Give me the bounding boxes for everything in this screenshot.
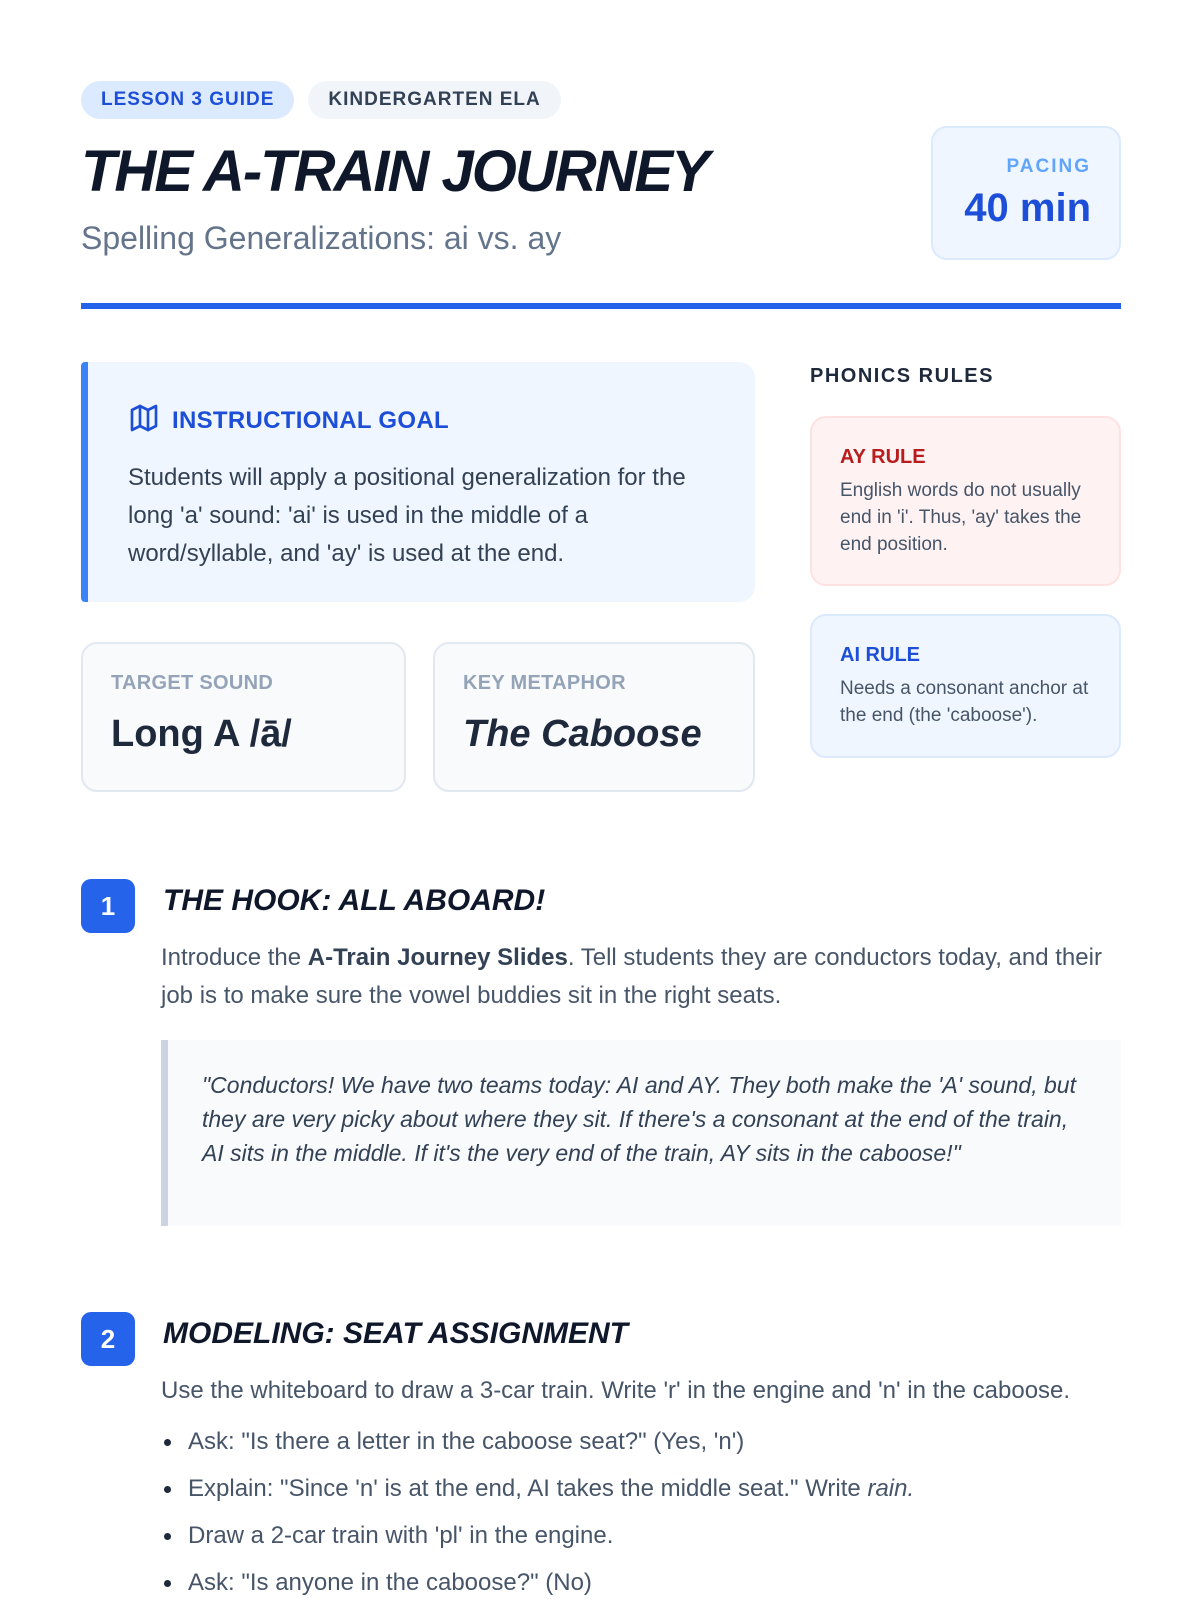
list-item: Ask: "Is there a letter in the caboose seat?" (Yes, 'n') xyxy=(188,1427,1118,1474)
list-item-text: Explain: "Since 'n' is at the end, AI takes the middle seat." Write xyxy=(188,1475,868,1502)
target-sound-value: Long A /ā/ xyxy=(111,713,292,755)
step-2-title: MODELING: SEAT ASSIGNMENT xyxy=(163,1317,628,1350)
example-word: rain. xyxy=(867,1475,915,1502)
target-sound-label: TARGET SOUND xyxy=(111,672,274,694)
pacing-box xyxy=(931,126,1121,260)
step-1-title: THE HOOK: ALL ABOARD! xyxy=(163,884,546,917)
list-item: Draw a 2-car train with 'pl' in the engine. xyxy=(188,1521,1118,1568)
goal-title: INSTRUCTIONAL GOAL xyxy=(172,406,449,434)
step-1-text-end: . Tell students they are conductors today, and their job is to make sure the vowel buddies sit in the right seats. xyxy=(161,944,1102,1009)
list-item xyxy=(188,1474,1118,1521)
slides-reference: A-Train Journey Slides xyxy=(307,944,568,971)
header-divider xyxy=(81,303,1121,309)
tag-row xyxy=(81,81,561,119)
goal-text: Students will apply a positional generalization for the long 'a' sound: 'ai' is used in the middle of a word/syllable, and 'ay' is used at the end. xyxy=(128,464,686,567)
modeling-steps-list xyxy=(188,1427,1118,1615)
page-subtitle: Spelling Generalizations: ai vs. ay xyxy=(81,220,562,256)
list-item: Ask: "Is anyone in the caboose?" (No) xyxy=(188,1568,1118,1615)
instructional-goal-panel xyxy=(81,362,755,602)
lesson-tag: LESSON 3 GUIDE xyxy=(81,81,294,119)
pacing-label: PACING xyxy=(1006,156,1091,177)
key-metaphor-card xyxy=(433,642,755,792)
step-1-text-start: Introduce the xyxy=(161,944,308,971)
ai-rule-text: Needs a consonant anchor at the end (the 'caboose'). xyxy=(840,678,1089,726)
step-2-text: Use the whiteboard to draw a 3-car train. Write 'r' in the engine and 'n' in the caboose. xyxy=(161,1377,1071,1404)
conductor-script-quote: "Conductors! We have two teams today: AI and AY. They both make the 'A' sound, but they are very picky about where they sit. If there's a consonant at the end of the train, AI sits in the middle. If it's the very end of the train, AY sits in the caboose!" xyxy=(161,1040,1121,1226)
ay-rule-title: AY RULE xyxy=(840,446,926,468)
ay-rule-card xyxy=(810,416,1121,586)
step-2-badge: 2 xyxy=(81,1312,135,1366)
key-metaphor-value: The Caboose xyxy=(463,713,702,755)
page-title: THE A-TRAIN JOURNEY xyxy=(81,139,708,204)
ai-rule-title: AI RULE xyxy=(840,644,920,666)
key-metaphor-label: KEY METAPHOR xyxy=(463,672,626,694)
step-1-text xyxy=(161,939,1121,1015)
map-icon xyxy=(128,402,160,439)
pacing-value: 40 min xyxy=(964,186,1091,230)
step-1-badge: 1 xyxy=(81,879,135,933)
phonics-rules-heading: PHONICS RULES xyxy=(810,365,994,387)
grade-tag: KINDERGARTEN ELA xyxy=(308,81,560,119)
target-sound-card xyxy=(81,642,406,792)
ai-rule-card xyxy=(810,614,1121,758)
ay-rule-text: English words do not usually end in 'i'. Thus, 'ay' takes the end position. xyxy=(840,480,1082,555)
